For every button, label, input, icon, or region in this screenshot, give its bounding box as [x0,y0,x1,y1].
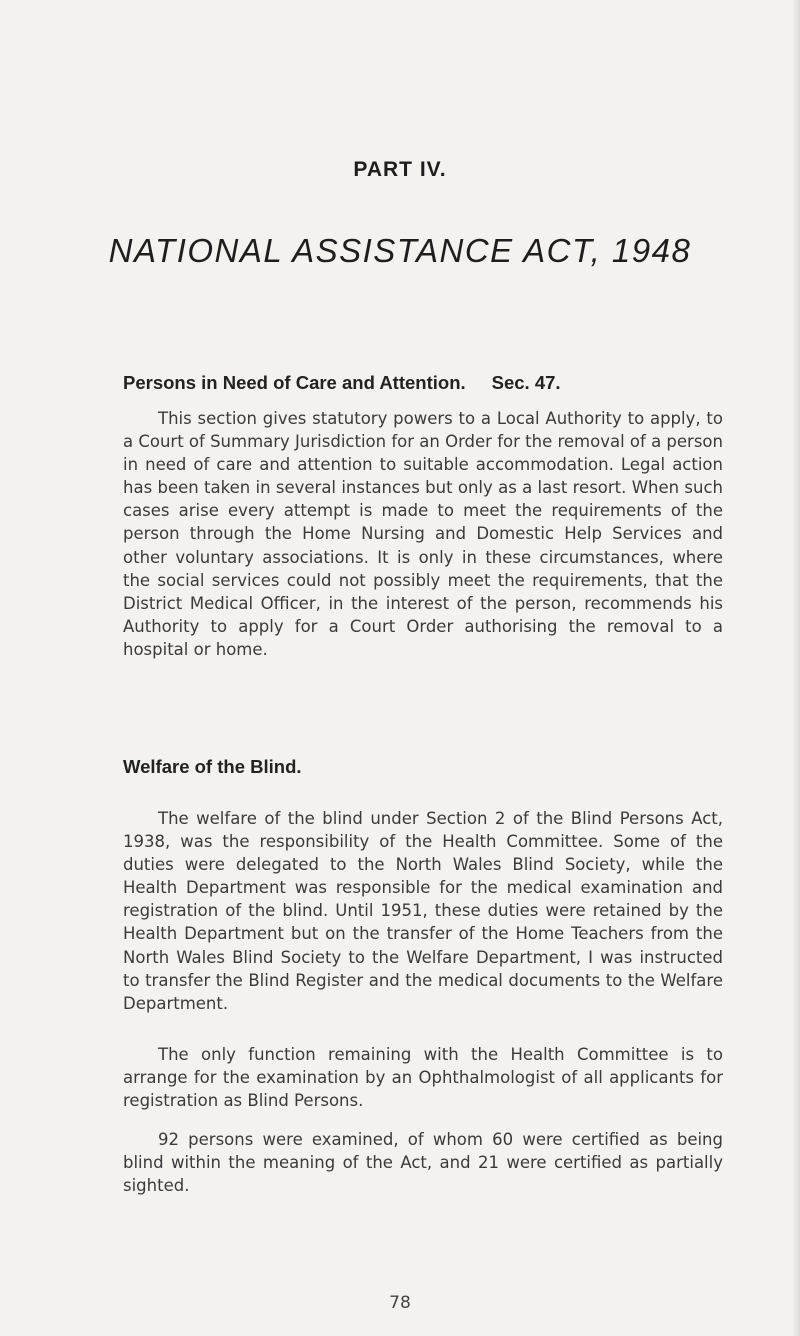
section-heading-text: Persons in Need of Care and Attention. [123,372,466,393]
paragraph-blind-responsibility: The welfare of the blind under Section 2 of the Blind Persons Act, 1938, was the responsibility of the Health Committee. Some of the duties were delegated to the North Wales Blind Society, while the Health Department was responsible for the medical examination and registration of the blind. Until 1951, these duties were retained by the Health Department but on the transfer of the Home Teachers from the North Wales Blind Society to the Welfare Department, I was instructed to transfer the Blind Register and the medical documents to the Welfare Department. [123,809,723,1013]
paragraph-examination-results: 92 persons were examined, of whom 60 were certified as being blind within the meaning of the Act, and 21 were certified as partially sighted. [123,1130,723,1196]
act-title: NATIONAL ASSISTANCE ACT, 1948 [108,232,692,269]
page-edge-shadow [792,0,800,1336]
page-number: 78 [389,1293,411,1313]
paragraph-care-attention: This section gives statutory powers to a Local Authority to apply, to a Court of Summary Jurisdiction for an Order for the removal of a person in need of care and attention to suitable accommodation. Legal action has been taken in several instances but only as a last resort. When such cases arise every attempt is made to meet the requirements of the person through the Home Nursing and Domestic Help Services and other voluntary associations. It is only in these circumstances, where the social services could not possibly meet the requirements, that the District Medical Officer, in the interest of the person, recommends his Authority to apply for a Court Order authorising the removal to a hospital or home. [123,409,723,659]
part-heading: PART IV. [353,158,447,181]
section-reference: Sec. 47. [491,372,561,393]
section-heading-text: Welfare of the Blind. [123,756,302,777]
section-heading-welfare-blind [123,756,302,778]
paragraph-health-committee-function: The only function remaining with the Health Committee is to arrange for the examination by an Ophthalmologist of all applicants for registration as Blind Persons. [123,1045,723,1111]
section-heading-care-attention [123,372,561,394]
